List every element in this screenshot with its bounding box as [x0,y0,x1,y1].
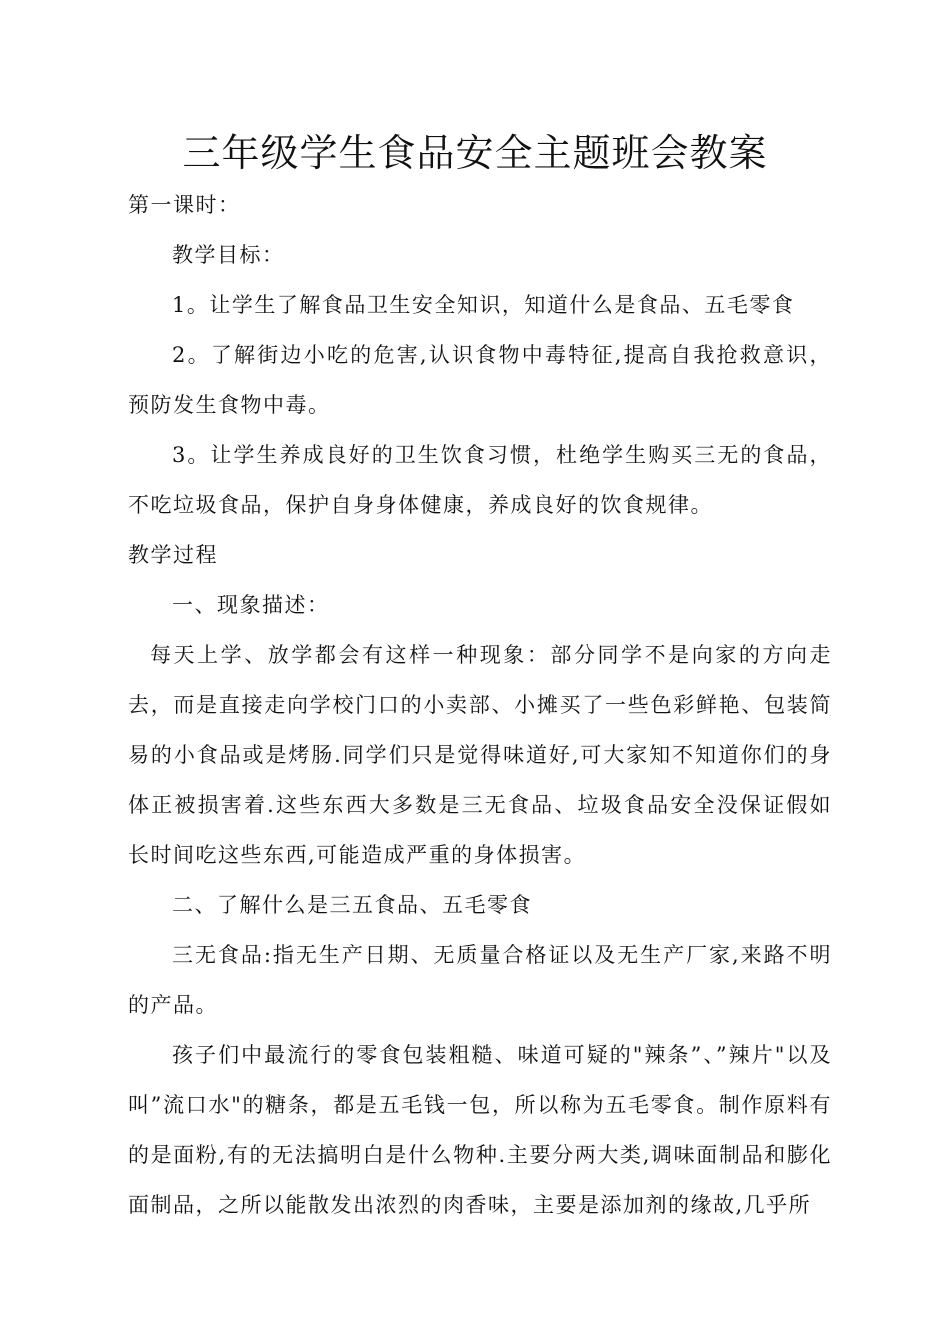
process-heading: 教学过程 [128,543,218,567]
section-2-heading: 二、了解什么是三五食品、五毛零食 [172,893,532,917]
objectives-heading: 教学目标： [172,243,285,267]
objective-1: 1。让学生了解食品卫生安全知识，知道什么是食品、五毛零食 [172,293,795,317]
objective-3: 3。让学生养成良好的卫生饮食习惯，杜绝学生购买三无的食品，不吃垃圾食品，保护自身身体健康，养成良好的饮食规律。 [128,443,832,517]
objective-2: 2。了解街边小吃的危害,认识食物中毒特征,提高自我抢救意识，预防发生食物中毒。 [128,343,832,417]
snacks-paragraph: 孩子们中最流行的零食包装粗糙、味道可疑的"辣条”、”辣片"以及叫”流口水"的糖条，都是五毛钱一包，所以称为五毛零食。制作原料有的是面粉,有的无法搞明白是什么物种.主要分两大类,调味面制品和膨化面制品，之所以能散发出浓烈的肉香味，主要是添加剂的缘故,几乎所 [128,1043,832,1217]
section-1-paragraph: 每天上学、放学都会有这样一种现象：部分同学不是向家的方向走去，而是直接走向学校门口的小卖部、小摊买了一些色彩鲜艳、包装简易的小食品或是烤肠.同学们只是觉得味道好,可大家知不知道你们的身体正被损害着.这些东西大多数是三无食品、垃圾食品安全没保证假如长时间吃这些东西,可能造成严重的身体损害。 [128,643,832,867]
section-1-heading: 一、现象描述： [172,593,330,617]
definition-paragraph: 三无食品:指无生产日期、无质量合格证以及无生产厂家,来路不明的产品。 [128,943,832,1017]
document-body [128,180,832,1230]
lesson-label: 第一课时： [128,193,241,217]
document-title: 三年级学生食品安全主题班会教案 [182,131,768,175]
